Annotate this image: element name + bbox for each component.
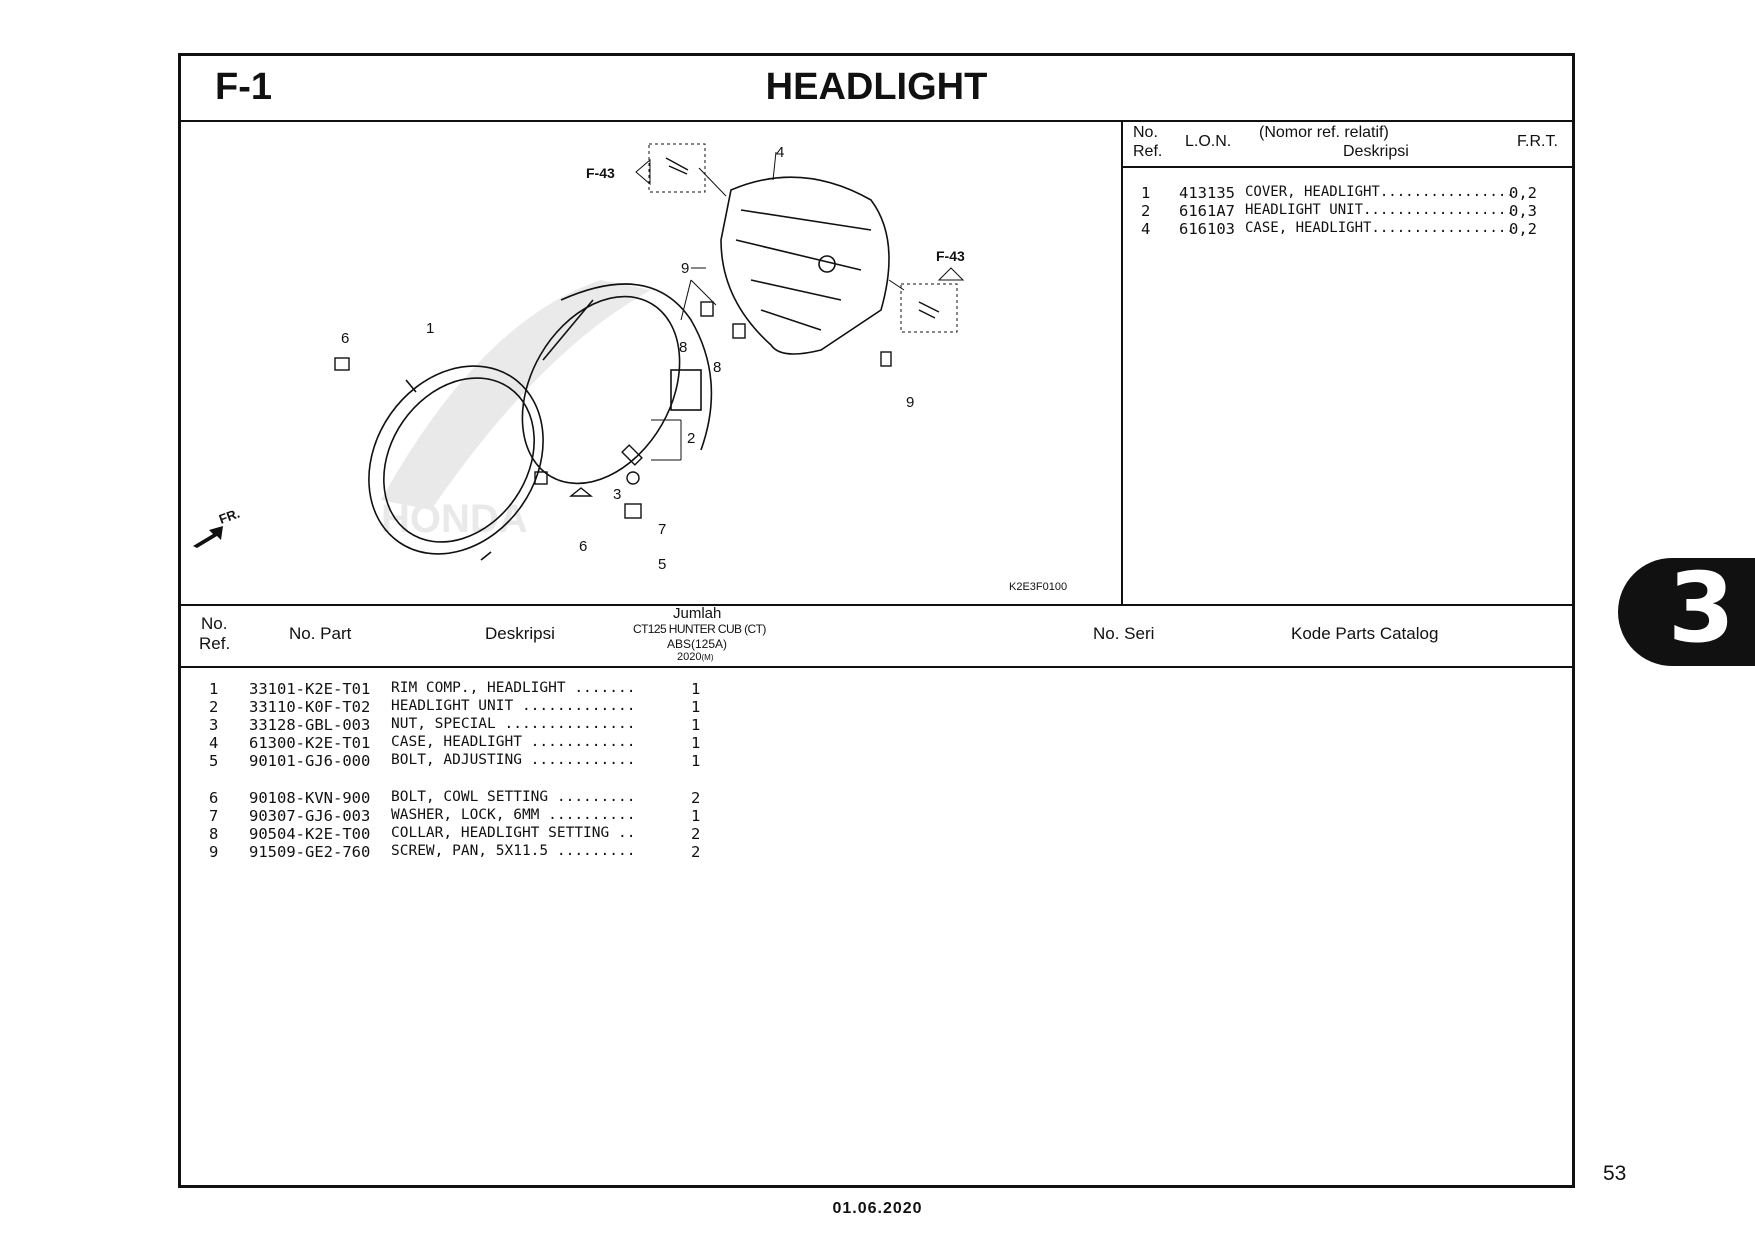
callout: 7 xyxy=(658,521,667,538)
callout: 1 xyxy=(426,320,435,337)
parts-part-header: No. Part xyxy=(289,624,352,643)
watermark xyxy=(381,280,651,541)
ref-label: F-43 xyxy=(586,165,615,181)
parts-seri-header: No. Seri xyxy=(1093,624,1155,643)
watermark-text: HONDA xyxy=(381,497,528,541)
callout: 9 xyxy=(681,260,690,277)
front-arrow xyxy=(193,506,242,548)
lon-no-header: No. xyxy=(1133,124,1158,141)
figure-code: K2E3F0100 xyxy=(1009,581,1068,593)
catalog-frame: F-1 HEADLIGHT HONDA 1 2 3 4 5 6 6 7 8 8 9 9 F-43 F-43 FR. K2E3F0100 No. Ref. L.O.N. (Nomor ref. relatif) Deskripsi F.R.T. 1 413135 COVER, HEADLIGHT................ 0,2 2 6161A7 HEADLIGHT UNIT.................. 0,3 4 616103 CASE, HEADLIGHT................. 0,2 No. Ref. No. Part Deskripsi Jumlah CT125 HUNTER CUB (CT) ABS(125A) 2020(M) No. Seri Kode Parts Catalog 1 33101-K2E-T01 RIM COMP., HEADLIGHT ....... 1 2 33110-K0F-T02 HEADLIGHT UNIT ............. 1 3 33128-GBL-003 NUT, SPECIAL ............... 1 4 61300-K2E-T01 CASE, HEADLIGHT ............ 1 5 90101-GJ6-000 BOLT, ADJUSTING ............ 1 6 90108-KVN-900 BOLT, COWL SETTING ......... 2 7 90307-GJ6-003 WASHER, LOCK, 6MM .......... 1 8 90504-K2E-T00 COLLAR, HEADLIGHT SETTING .. 2 9 91509-GE2-760 SCREW, PAN, 5X11.5 ......... 2 xyxy=(178,53,1575,1188)
lon-ref-header: Ref. xyxy=(1133,143,1163,160)
ref-box-right xyxy=(901,284,957,332)
ref-label: F-43 xyxy=(936,248,965,264)
lon-panel xyxy=(1121,120,1572,604)
callout: 6 xyxy=(341,330,350,347)
exploded-diagram xyxy=(181,120,1123,604)
section-tab xyxy=(1618,552,1755,666)
front-label: FR. xyxy=(216,505,242,527)
page-header xyxy=(181,56,1572,122)
callout: 9 xyxy=(906,394,915,411)
parts-year-header: 2020(M) xyxy=(677,651,714,663)
issue-date: 01.06.2020 xyxy=(832,1200,923,1217)
section-code: F-1 xyxy=(215,66,272,108)
lon-row: 2 6161A7 HEADLIGHT UNIT.................. 0,3 xyxy=(1141,202,1537,220)
parts-ref-header: Ref. xyxy=(199,634,231,653)
parts-desc-header: Deskripsi xyxy=(485,624,555,643)
lon-row: 4 616103 CASE, HEADLIGHT................. 0,2 xyxy=(1141,220,1537,238)
parts-jumlah-header: Jumlah xyxy=(673,605,722,622)
section-tab-number: 3 xyxy=(1668,552,1735,664)
case-part xyxy=(721,177,889,354)
ref-box-top xyxy=(649,144,705,192)
lon-frt-header: F.R.T. xyxy=(1517,133,1558,150)
callout: 3 xyxy=(613,486,622,503)
callout: 5 xyxy=(658,556,667,573)
page-title: HEADLIGHT xyxy=(765,66,988,108)
page-number: 53 xyxy=(1603,1162,1627,1185)
parts-model-header: CT125 HUNTER CUB (CT) xyxy=(633,622,766,636)
parts-catalog-header: Kode Parts Catalog xyxy=(1291,624,1439,643)
callout: 6 xyxy=(579,538,588,555)
callout: 8 xyxy=(713,359,722,376)
lon-table-header xyxy=(1121,120,1572,168)
lon-lon-header: L.O.N. xyxy=(1185,133,1232,150)
callout: 8 xyxy=(679,339,688,356)
callout: 2 xyxy=(687,430,696,447)
parts-abs-header: ABS(125A) xyxy=(667,637,728,651)
callout: 4 xyxy=(776,144,785,161)
headlight-exploded-view xyxy=(181,120,1119,604)
leader-lines xyxy=(651,152,904,460)
parts-no-header: No. xyxy=(201,614,228,633)
parts-table-header xyxy=(181,604,1572,668)
lon-nomor-header: (Nomor ref. relatif) xyxy=(1259,124,1389,141)
lon-row: 1 413135 COVER, HEADLIGHT................ 0,2 xyxy=(1141,184,1537,202)
lon-desc-header: Deskripsi xyxy=(1343,143,1409,160)
